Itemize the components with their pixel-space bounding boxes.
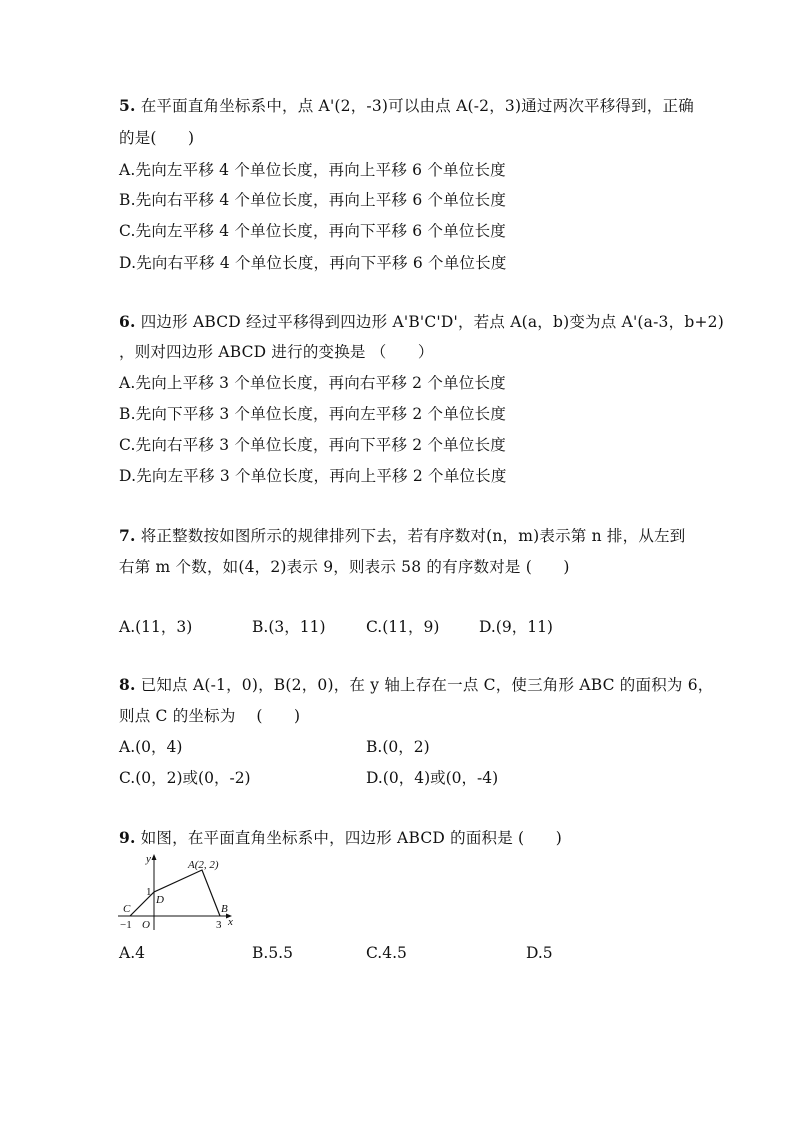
q5-option-d: D.先向右平移 4 个单位长度，再向下平移 6 个单位长度 xyxy=(119,254,507,272)
tick-label-1: 1 xyxy=(146,886,152,898)
q5-number: 5. xyxy=(119,96,136,115)
q9-coordinate-figure xyxy=(116,850,238,932)
q6-option-a: A.先向上平移 3 个单位长度，再向右平移 2 个单位长度 xyxy=(119,374,506,392)
q6-line2: ，则对四边形 ABCD 进行的变换是 （ ） xyxy=(119,343,434,361)
tick-label-neg1: −1 xyxy=(120,919,132,931)
q7-stem-1: 将正整数按如图所示的规律排列下去，若有序数对(n，m)表示第 n 排，从左到 xyxy=(135,527,686,545)
tick-label-3: 3 xyxy=(216,919,222,931)
q5-stem-1: 在平面直角坐标系中，点 A'(2，-3)可以由点 A(-2，3)通过两次平移得到，正确 xyxy=(135,97,694,115)
q9-option-c: C.4.5 xyxy=(366,944,407,962)
q8-option-a: A.(0，4) xyxy=(119,738,183,756)
q7-line1 xyxy=(119,526,685,546)
point-a-label: A(2, 2) xyxy=(188,859,219,871)
q5-line2: 的是( ) xyxy=(119,129,195,147)
q9-option-d: D.5 xyxy=(526,944,553,962)
y-axis-label: y xyxy=(146,853,151,865)
q5-option-c: C.先向左平移 4 个单位长度，再向下平移 6 个单位长度 xyxy=(119,222,506,240)
q6-option-d: D.先向左平移 3 个单位长度，再向上平移 2 个单位长度 xyxy=(119,467,507,485)
q6-number: 6. xyxy=(119,312,136,331)
point-b-label: B xyxy=(221,903,228,915)
q9-number: 9. xyxy=(119,828,136,847)
q8-stem-1: 已知点 A(-1，0)，B(2，0)，在 y 轴上存在一点 C，使三角形 ABC 的面积为 6， xyxy=(135,676,714,694)
point-c-label: C xyxy=(123,903,131,915)
quadrilateral-abcd xyxy=(130,870,220,916)
q9-option-a: A.4 xyxy=(119,944,145,962)
q7-line2: 右第 m 个数，如(4，2)表示 9，则表示 58 的有序数对是 ( ) xyxy=(119,558,570,576)
q8-number: 8. xyxy=(119,675,136,694)
q5-option-a: A.先向左平移 4 个单位长度，再向上平移 6 个单位长度 xyxy=(119,161,506,179)
q6-stem-1: 四边形 ABCD 经过平移得到四边形 A'B'C'D'，若点 A(a，b)变为点 A'(a-3，b+2) xyxy=(135,313,724,331)
q8-option-c: C.(0，2)或(0，-2) xyxy=(119,769,251,787)
q6-line1 xyxy=(119,312,724,332)
x-axis-label: x xyxy=(228,916,233,928)
q5-option-b: B.先向右平移 4 个单位长度，再向上平移 6 个单位长度 xyxy=(119,191,507,209)
q8-option-b: B.(0，2) xyxy=(366,738,430,756)
q9-option-b: B.5.5 xyxy=(252,944,293,962)
q7-option-a: A.(11，3) xyxy=(119,618,193,636)
q7-number: 7. xyxy=(119,526,136,545)
q9-stem-1: 如图，在平面直角坐标系中，四边形 ABCD 的面积是 ( ) xyxy=(135,829,562,847)
q7-option-b: B.(3，11) xyxy=(252,618,326,636)
q7-option-c: C.(11，9) xyxy=(366,618,440,636)
q6-option-c: C.先向右平移 3 个单位长度，再向下平移 2 个单位长度 xyxy=(119,436,506,454)
q8-option-d: D.(0，4)或(0，-4) xyxy=(366,769,499,787)
point-d-label: D xyxy=(156,894,164,906)
y-axis-arrow xyxy=(152,854,157,860)
q8-line2: 则点 C 的坐标为 ( ) xyxy=(119,707,301,725)
q7-option-d: D.(9，11) xyxy=(479,618,553,636)
q8-line1 xyxy=(119,675,713,695)
q9-line1 xyxy=(119,828,562,848)
q6-option-b: B.先向下平移 3 个单位长度，再向左平移 2 个单位长度 xyxy=(119,405,507,423)
origin-label: O xyxy=(142,919,150,931)
q5-line1 xyxy=(119,96,694,116)
